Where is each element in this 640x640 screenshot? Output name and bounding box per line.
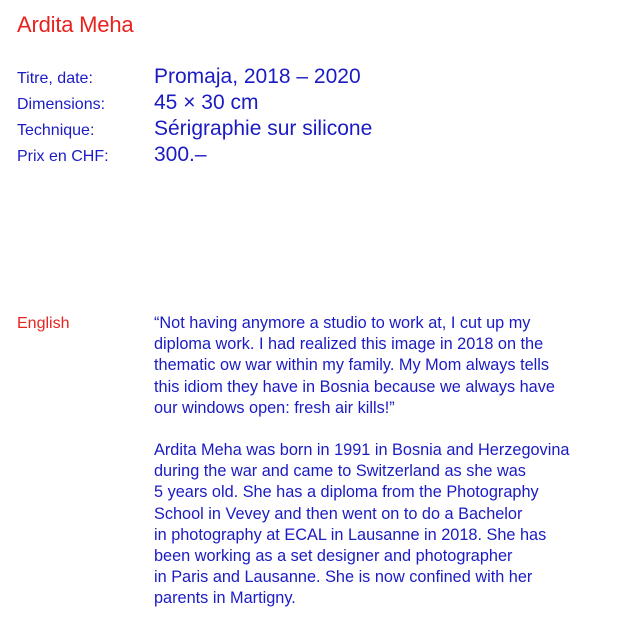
detail-value: Promaja, 2018 – 2020 <box>154 65 361 88</box>
detail-label: Titre, date: <box>17 70 93 87</box>
detail-label: Technique: <box>17 122 95 139</box>
detail-label: Dimensions: <box>17 96 106 113</box>
detail-value: 300.– <box>154 143 207 166</box>
bio-line: in Paris and Lausanne. She is now confined with her <box>154 568 533 587</box>
bio-line: Ardita Meha was born in 1991 in Bosnia and Herzegovina <box>154 441 570 460</box>
bio-line: parents in Martigny. <box>154 589 296 608</box>
artist-quote <box>154 313 624 419</box>
detail-value: Sérigraphie sur silicone <box>154 117 373 140</box>
quote-line: diploma work. I had realized this image in 2018 on the <box>154 335 544 354</box>
artist-bio <box>154 440 624 610</box>
quote-line: our windows open: fresh air kills!” <box>154 398 395 417</box>
paragraph-gap <box>154 419 624 440</box>
bio-line: in photography at ECAL in Lausanne in 2018. She has <box>154 525 547 544</box>
detail-label: Prix en CHF: <box>17 148 109 165</box>
detail-value: 45 × 30 cm <box>154 91 259 114</box>
artwork-text <box>154 313 624 610</box>
quote-line: “Not having anymore a studio to work at, I cut up my <box>154 314 531 332</box>
bio-line: been working as a set designer and photographer <box>154 547 513 566</box>
quote-line: thematic ow war within my family. My Mom always tells <box>154 356 550 375</box>
bio-line: School in Vevey and then went on to do a Bachelor <box>154 504 523 523</box>
quote-line: this idiom they have in Bosnia because we always have <box>154 377 555 396</box>
bio-line: 5 years old. She has a diploma from the Photography <box>154 483 539 502</box>
bio-line: during the war and came to Switzerland as she was <box>154 462 526 481</box>
language-label: English <box>17 315 70 332</box>
artist-name: Ardita Meha <box>17 12 134 37</box>
